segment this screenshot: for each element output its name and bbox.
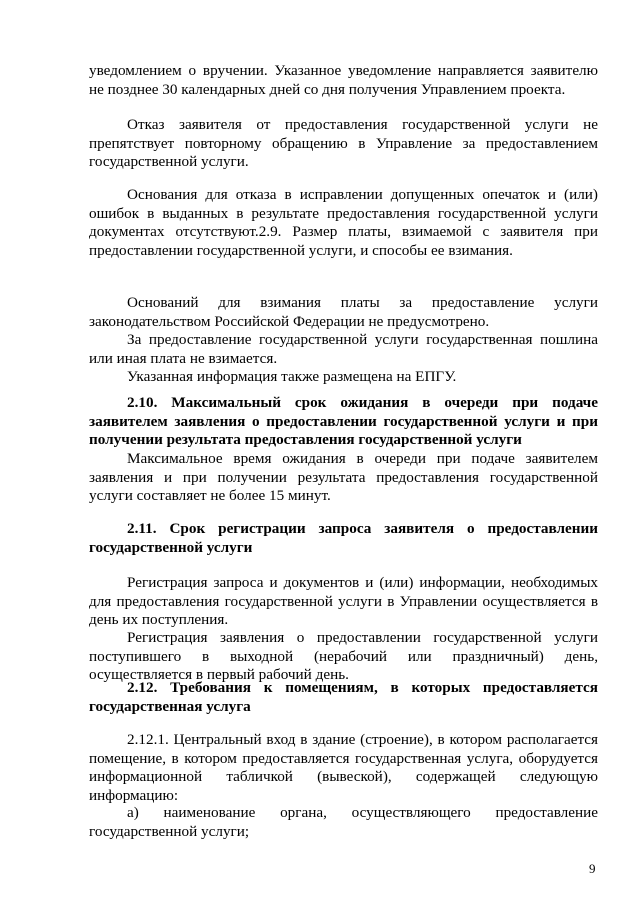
paragraph-entrance-sign: 2.12.1. Центральный вход в здание (строение), в котором располагается помещение, в котором предоставляется государственная услуга, оборудуется информационной табличкой (вывеской), содержащей следующую информацию:	[89, 731, 598, 804]
section-heading-2-10: 2.10. Максимальный срок ожидания в очереди при подаче заявителем заявления о предоставлении государственной услуги и при получении результата предоставления государственной услуги	[89, 394, 598, 449]
paragraph-info-on-epgu: Указанная информация также размещена на ЕПГУ.	[127, 368, 457, 385]
paragraph-registration-holiday: Регистрация заявления о предоставлении государственной услуги поступившего в выходной (нерабочий или праздничный) день, осуществляется в первый рабочий день.	[89, 629, 598, 684]
paragraph-refusal-no-obstacle: Отказ заявителя от предоставления государственной услуги не препятствует повторному обращению в Управление за предоставлением государственной услуги.	[89, 116, 598, 171]
paragraph-registration-same-day: Регистрация запроса и документов и (или) информации, необходимых для предоставления государственной услуги в Управлении осуществляется в день их поступления.	[89, 574, 598, 629]
paragraph-notice-delivery: уведомлением о вручении. Указанное уведомление направляется заявителю не позднее 30 календарных дней со дня получения Управлением проекта.	[89, 62, 598, 98]
page-number: 9	[589, 861, 596, 876]
paragraph-no-fee-grounds: Оснований для взимания платы за предоставление услуги законодательством Российской Федерации не предусмотрено.	[89, 294, 598, 330]
section-heading-2-11: 2.11. Срок регистрации запроса заявителя о предоставлении государственной услуги	[89, 520, 598, 556]
section-heading-2-12: 2.12. Требования к помещениям, в которых предоставляется государственная услуга	[89, 679, 598, 715]
paragraph-correction-grounds-and-fee: Основания для отказа в исправлении допущенных опечаток и (или) ошибок в выданных в результате предоставления государственной услуги документах отсутствуют.2.9. Размер платы, взимаемой с заявителя при предоставлении государственной услуги, и способы ее взимания.	[89, 186, 598, 259]
paragraph-max-wait-time: Максимальное время ожидания в очереди при подаче заявителем заявления и при получении результата предоставления государственной услуги составляет не более 15 минут.	[89, 450, 598, 505]
paragraph-no-duty-charged: За предоставление государственной услуги государственная пошлина или иная плата не взимается.	[89, 331, 598, 367]
list-item-organ-name: а) наименование органа, осуществляющего предоставление государственной услуги;	[89, 804, 598, 840]
